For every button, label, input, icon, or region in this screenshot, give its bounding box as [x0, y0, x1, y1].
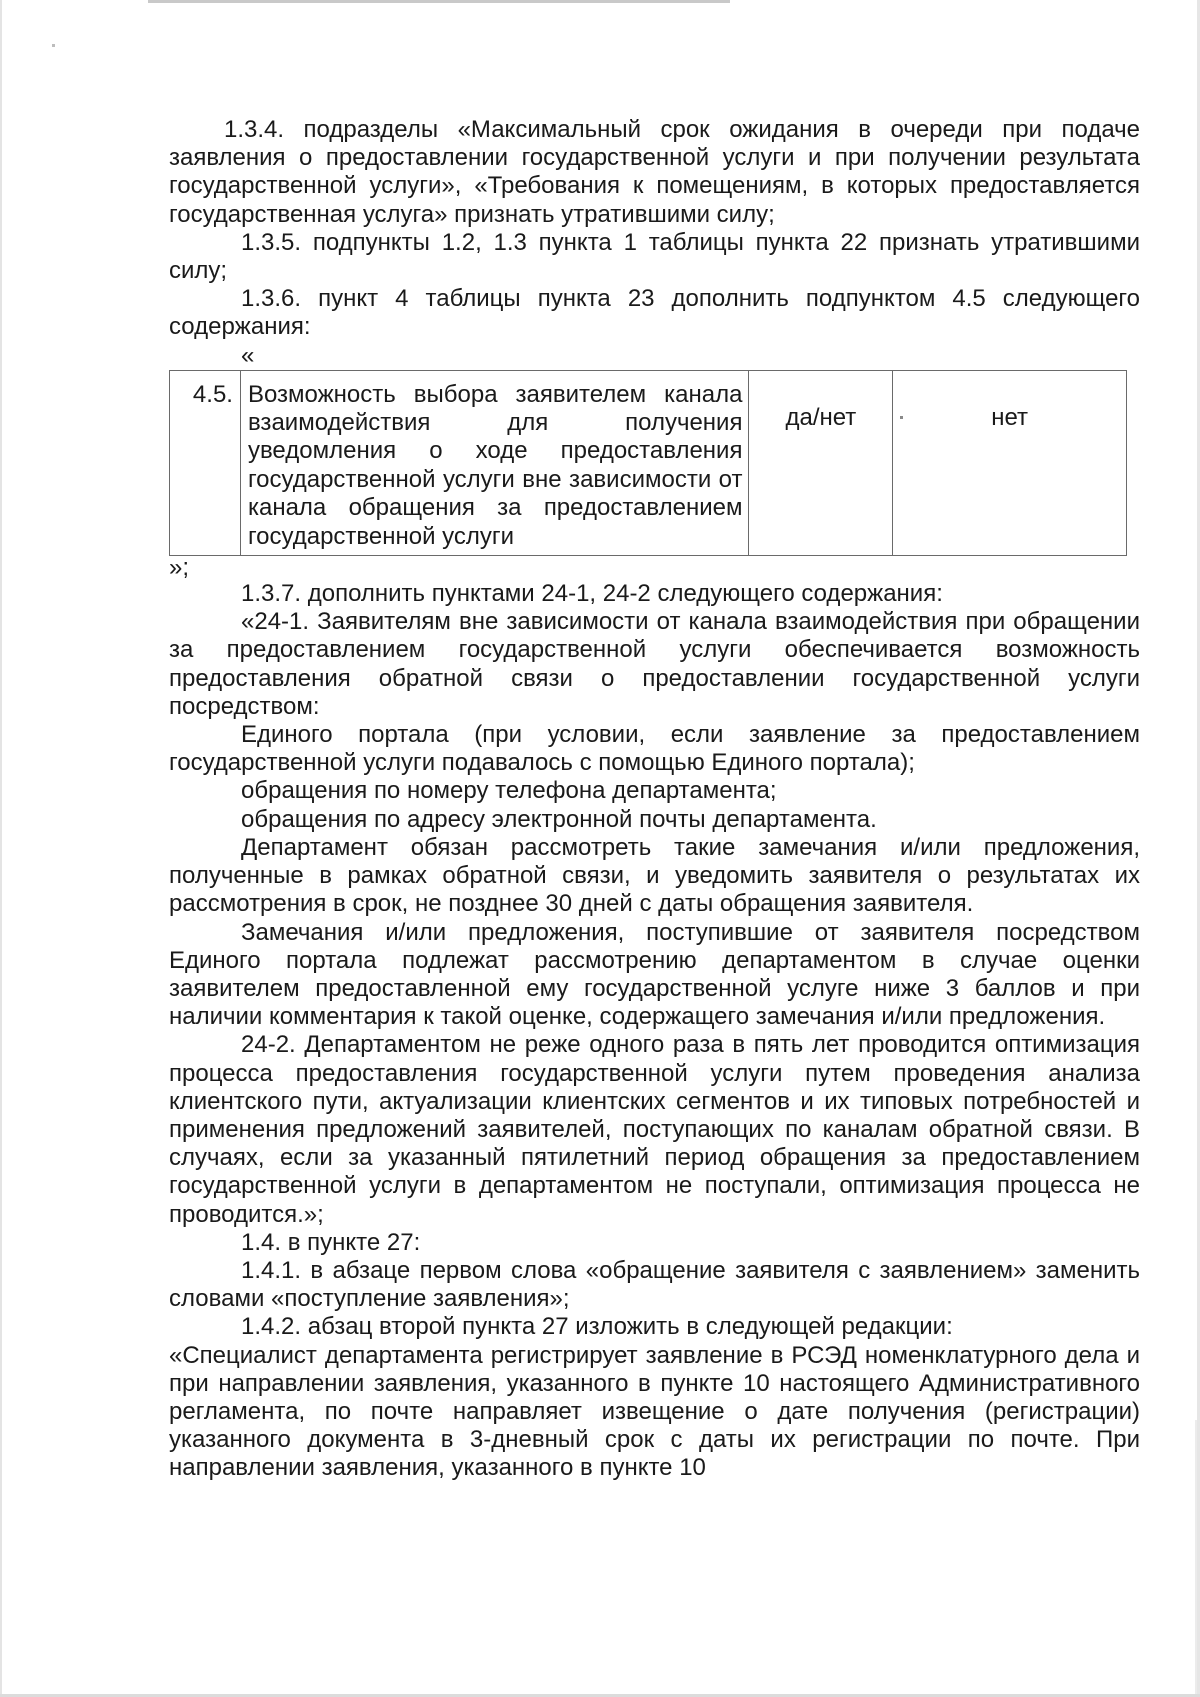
paragraph-1-4-1: 1.4.1. в абзаце первом слова «обращение заявителя с заявлением» заменить словами «поступление заявления»;	[169, 1256, 1140, 1313]
paragraph-1-3-6: 1.3.6. пункт 4 таблицы пункта 23 дополнить подпунктом 4.5 следующего содержания:	[169, 285, 1140, 341]
row-criterion: Возможность выбора заявителем канала взаимодействия для получения уведомления о ходе предоставления государственной услуги вне зависимости от канала обращения за предоставлением государственной услуги	[240, 370, 749, 555]
paragraph-1-4: 1.4. в пункте 27:	[241, 1228, 421, 1256]
paragraph-email: обращения по адресу электронной почты департамента.	[241, 805, 877, 833]
paragraph-24-2: 24-2. Департаментом не реже одного раза в пять лет проводится оптимизация процесса предоставления государственной услуги путем проведения анализа клиентского пути, актуализации клиентских сегментов и их типовых потребностей и применения предложений заявителей, поступающих по каналам обратной связи. В случаях, если за указанный пятилетний период обращения за предоставлением государственной услуги в департаментом не поступали, оптимизация процесса не проводится.»;	[169, 1031, 1140, 1228]
paragraph-remarks: Замечания и/или предложения, поступившие от заявителя посредством Единого портала подлежат рассмотрению департаментом в случае оценки заявителем предоставленной ему государственной услуге ниже 3 баллов и при наличии комментария к такой оценке, содержащего замечания и/или предложения.	[169, 918, 1140, 1031]
scan-left-edge	[0, 0, 2, 1697]
scan-speck-in-cell	[900, 416, 903, 419]
quote-open-mark: «	[241, 341, 255, 369]
paragraph-1-3-4: 1.3.4. подразделы «Максимальный срок ожидания в очереди при подаче заявления о предоставлении государственной услуги и при получении результата государственной услуги», «Требования к помещениям, в которых предоставляется государственная услуга» признать утратившими силу;	[169, 116, 1140, 228]
row-value-type: да/нет	[749, 370, 893, 555]
paragraph-obligation: Департамент обязан рассмотреть такие замечания и/или предложения, полученные в рамках обратной связи, и уведомить заявителя о результатах их рассмотрения в срок, не позднее 30 дней с даты обращения заявителя.	[169, 833, 1140, 918]
paragraph-portal: Единого портала (при условии, если заявление за предоставлением государственной услуги подавалось с помощью Единого портала);	[169, 721, 1140, 777]
quote-close-mark: »;	[169, 554, 190, 582]
paragraph-24-1: «24-1. Заявителям вне зависимости от канала взаимодействия при обращении за предоставлением государственной услуги обеспечивается возможность предоставления обратной связи о предоставлении государственной услуги посредством:	[169, 608, 1140, 720]
paragraph-1-3-7: 1.3.7. дополнить пунктами 24-1, 24-2 следующего содержания:	[241, 580, 943, 608]
table-row	[170, 370, 1127, 555]
scan-right-shadow	[1195, 1420, 1197, 1697]
paragraph-1-4-2: 1.4.2. абзац второй пункта 27 изложить в следующей редакции:	[241, 1313, 953, 1341]
row-number: 4.5.	[170, 370, 241, 555]
paragraph-1-3-5: 1.3.5. подпункты 1.2, 1.3 пункта 1 таблицы пункта 22 признать утратившими силу;	[169, 228, 1140, 285]
scan-top-edge	[148, 0, 730, 3]
document-page	[169, 116, 1140, 1483]
row-value-cell	[893, 370, 1127, 555]
scan-speck	[52, 44, 55, 47]
paragraph-phone: обращения по номеру телефона департамента;	[241, 777, 777, 805]
criteria-table	[169, 370, 1127, 556]
row-value: нет	[991, 403, 1029, 431]
paragraph-specialist: «Специалист департамента регистрирует заявление в РСЭД номенклатурного дела и при направлении заявления, указанного в пункте 10 настоящего Административного регламента, по почте направляет извещение о дате получения (регистрации) указанного документа в 3-дневный срок с даты их регистрации по почте. При направлении заявления, указанного в пункте 10	[169, 1341, 1140, 1482]
